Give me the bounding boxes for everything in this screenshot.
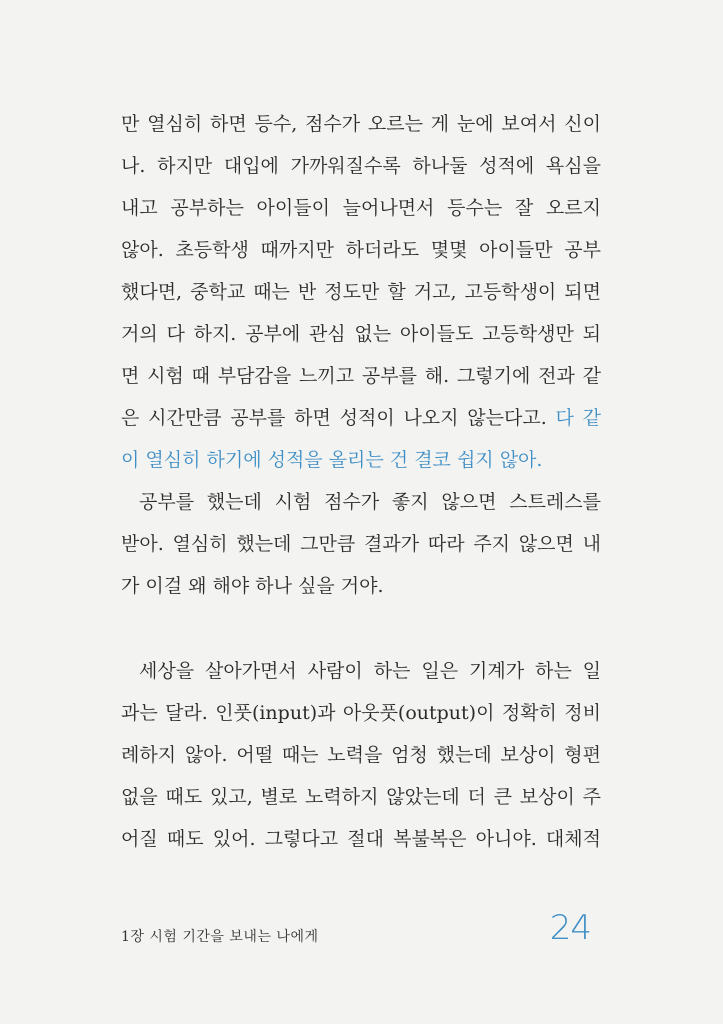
text-line: 내고 공부하는 아이들이 늘어나면서 등수는 잘 오르지 bbox=[121, 198, 601, 218]
body-text bbox=[121, 114, 601, 871]
text-line: 받아. 열심히 했는데 그만큼 결과가 따라 주지 않으면 내 bbox=[121, 534, 601, 554]
text-line: 공부를 했는데 시험 점수가 좋지 않으면 스트레스를 bbox=[139, 492, 601, 512]
text-line: 어질 때도 있어. 그렇다고 절대 복불복은 아니야. 대체적 bbox=[121, 829, 601, 849]
text-line: 세상을 살아가면서 사람이 하는 일은 기계가 하는 일 bbox=[139, 661, 601, 681]
text-segment: 은 시간만큼 공부를 하면 성적이 나오지 않는다고. bbox=[121, 408, 547, 428]
chapter-label: 1장 시험 기간을 보내는 나에게 bbox=[121, 929, 319, 945]
page-number: 24 bbox=[549, 908, 591, 948]
text-line: 않아. 초등학생 때까지만 하더라도 몇몇 아이들만 공부 bbox=[121, 240, 601, 260]
text-line: 례하지 않아. 어떨 때는 노력을 엄청 했는데 보상이 형편 bbox=[121, 745, 601, 765]
text-line: 거의 다 하지. 공부에 관심 없는 아이들도 고등학생만 되 bbox=[121, 324, 601, 344]
text-line: 가 이걸 왜 해야 하나 싶을 거야. bbox=[121, 576, 384, 596]
text-line: 과는 달라. 인풋(input)과 아웃풋(output)이 정확히 정비 bbox=[121, 703, 601, 723]
text-line: 만 열심히 하면 등수, 점수가 오르는 게 눈에 보여서 신이 bbox=[121, 114, 601, 134]
highlighted-text-line: 이 열심히 하기에 성적을 올리는 건 결코 쉽지 않아. bbox=[121, 450, 543, 470]
paragraph-break bbox=[121, 618, 601, 661]
text-line: 없을 때도 있고, 별로 노력하지 않았는데 더 큰 보상이 주 bbox=[121, 787, 601, 807]
text-line: 했다면, 중학교 때는 반 정도만 할 거고, 고등학생이 되면 bbox=[121, 282, 601, 302]
text-line-with-highlight bbox=[121, 408, 601, 428]
highlighted-text: 다 같 bbox=[555, 408, 601, 428]
text-line: 나. 하지만 대입에 가까워질수록 하나둘 성적에 욕심을 bbox=[121, 156, 601, 176]
text-line: 면 시험 때 부담감을 느끼고 공부를 해. 그렇기에 전과 같 bbox=[121, 366, 601, 386]
